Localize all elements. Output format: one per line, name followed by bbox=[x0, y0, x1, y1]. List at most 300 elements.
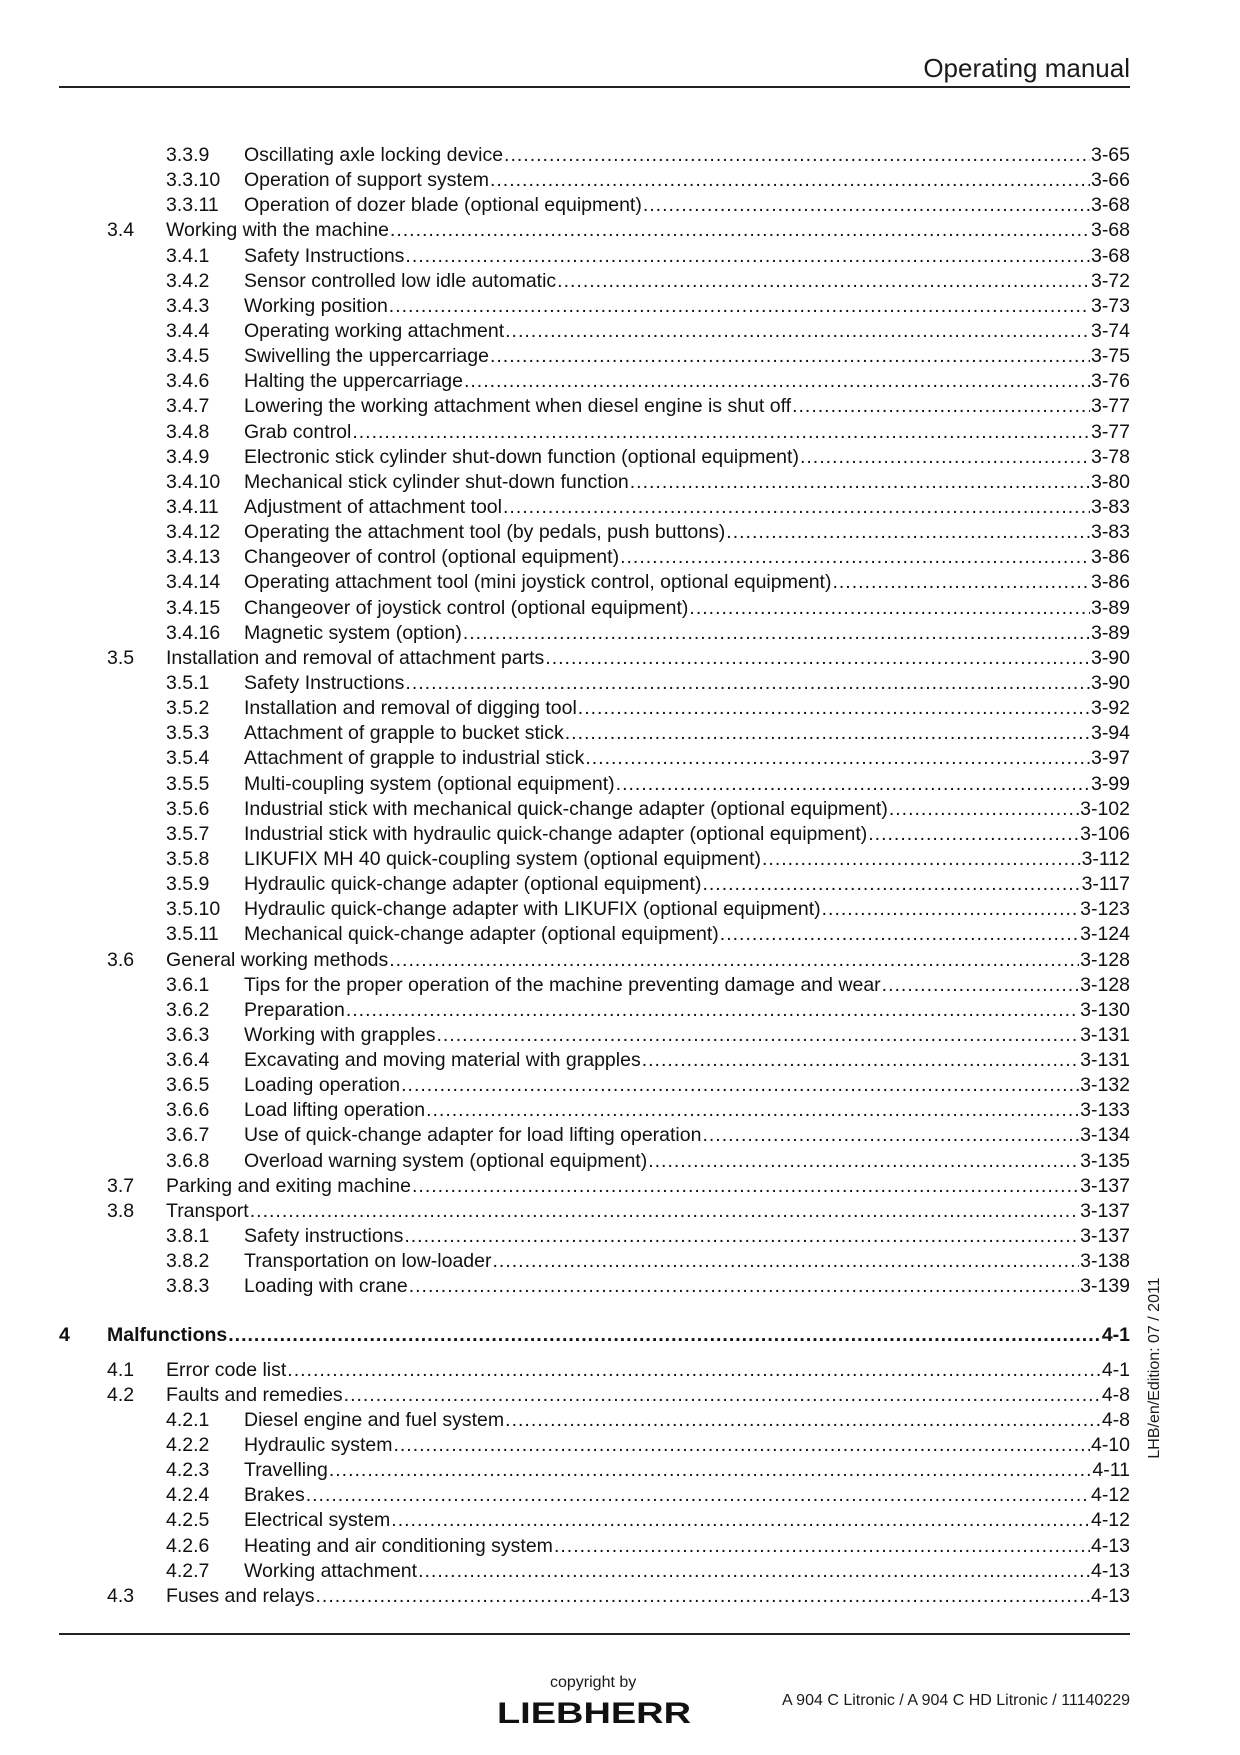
toc-entry-title: General working methods bbox=[166, 948, 389, 971]
toc-entry[interactable] bbox=[59, 772, 1130, 797]
toc-dot-leader bbox=[389, 948, 1079, 973]
toc-dot-leader bbox=[287, 1358, 1101, 1383]
toc-entry-page: 3-128 bbox=[1080, 948, 1130, 971]
toc-entry[interactable] bbox=[59, 1483, 1130, 1508]
toc-entry-title: Loading operation bbox=[244, 1074, 401, 1097]
toc-entry[interactable] bbox=[59, 1023, 1130, 1048]
toc-entry-number: 3.5 bbox=[107, 646, 135, 669]
toc-entry-title: Preparation bbox=[244, 998, 345, 1021]
toc-entry-line bbox=[166, 948, 1130, 973]
toc-entry-page: 4-13 bbox=[1090, 1559, 1130, 1582]
toc-entry-title: Hydraulic quick-change adapter with LIKUFIX (optional equipment) bbox=[244, 898, 821, 921]
toc-entry-page: 3-83 bbox=[1090, 521, 1130, 544]
toc-entry-title: Working with grapples bbox=[244, 1023, 436, 1046]
toc-dot-leader bbox=[702, 872, 1080, 897]
toc-entry[interactable] bbox=[59, 193, 1130, 218]
toc-entry-number: 3.3.9 bbox=[166, 144, 210, 166]
toc-dot-leader bbox=[689, 596, 1090, 621]
toc-entry-line bbox=[244, 1483, 1130, 1508]
toc-dot-leader bbox=[630, 470, 1090, 495]
toc-entry-number: 4.1 bbox=[107, 1358, 135, 1381]
toc-entry[interactable] bbox=[59, 520, 1130, 545]
toc-entry-title: Operating attachment tool (mini joystick control, optional equipment) bbox=[244, 571, 832, 594]
toc-dot-leader bbox=[405, 244, 1090, 269]
toc-entry-number: 3.5.7 bbox=[166, 822, 210, 845]
toc-entry-page: 3-86 bbox=[1090, 546, 1130, 569]
toc-entry[interactable] bbox=[59, 1098, 1130, 1123]
toc-entry-line bbox=[244, 168, 1130, 193]
toc-entry-page: 3-135 bbox=[1080, 1149, 1130, 1172]
toc-dot-leader bbox=[505, 1408, 1101, 1433]
toc-entry[interactable] bbox=[59, 1358, 1130, 1383]
toc-entry[interactable] bbox=[59, 319, 1130, 344]
toc-entry-title: Loading with crane bbox=[244, 1275, 408, 1298]
toc-entry[interactable] bbox=[59, 998, 1130, 1023]
toc-entry[interactable] bbox=[59, 168, 1130, 193]
toc-entry[interactable] bbox=[59, 1508, 1130, 1533]
toc-entry-number: 3.4.7 bbox=[166, 395, 210, 418]
toc-dot-leader bbox=[464, 369, 1090, 394]
toc-entry-number: 4.2.2 bbox=[166, 1434, 210, 1457]
toc-entry-page: 3-139 bbox=[1080, 1275, 1130, 1298]
toc-entry-line bbox=[244, 445, 1130, 470]
toc-entry-title: Adjustment of attachment tool bbox=[244, 495, 502, 518]
toc-dot-leader bbox=[426, 1098, 1079, 1123]
toc-entry-title: Error code list bbox=[166, 1358, 287, 1381]
toc-entry[interactable] bbox=[59, 646, 1130, 671]
toc-dot-leader bbox=[401, 1073, 1079, 1098]
toc-entry-title: Industrial stick with mechanical quick-change adapter (optional equipment) bbox=[244, 797, 888, 820]
toc-entry-page: 3-76 bbox=[1090, 370, 1130, 393]
toc-entry-line bbox=[244, 1458, 1130, 1483]
toc-entry[interactable] bbox=[59, 1249, 1130, 1274]
toc-entry-title: Use of quick-change adapter for load lifting operation bbox=[244, 1124, 702, 1147]
toc-entry-title: Mechanical quick-change adapter (optional equipment) bbox=[244, 923, 719, 946]
toc-entry[interactable] bbox=[59, 973, 1130, 998]
toc-entry-title: Load lifting operation bbox=[244, 1099, 426, 1122]
toc-entry[interactable] bbox=[59, 1199, 1130, 1224]
toc-dot-leader bbox=[404, 1224, 1079, 1249]
toc-dot-leader bbox=[702, 1123, 1079, 1148]
toc-dot-leader bbox=[726, 520, 1090, 545]
toc-entry-number: 3.6.5 bbox=[166, 1074, 210, 1097]
toc-entry-page: 3-77 bbox=[1090, 395, 1130, 418]
toc-entry-number: 3.5.1 bbox=[166, 671, 210, 694]
toc-entry[interactable] bbox=[59, 143, 1130, 168]
toc-entry-page: 4-13 bbox=[1090, 1584, 1130, 1607]
toc-entry[interactable] bbox=[59, 445, 1130, 470]
toc-dot-leader bbox=[889, 797, 1079, 822]
toc-entry-page: 3-131 bbox=[1080, 1049, 1130, 1072]
toc-entry-line bbox=[244, 621, 1130, 646]
toc-dot-leader bbox=[585, 746, 1090, 771]
toc-dot-leader bbox=[490, 344, 1090, 369]
toc-entry-page: 4-1 bbox=[1101, 1358, 1130, 1381]
toc-entry-title: Electrical system bbox=[244, 1509, 391, 1532]
document-id: A 904 C Litronic / A 904 C HD Litronic / 11140229 bbox=[781, 1692, 1130, 1709]
toc-entry-page: 3-68 bbox=[1090, 194, 1130, 217]
toc-entry-title: Overload warning system (optional equipment) bbox=[244, 1149, 648, 1172]
toc-dot-leader bbox=[642, 1048, 1079, 1073]
toc-entry[interactable] bbox=[59, 269, 1130, 294]
toc-entry-title: Operating the attachment tool (by pedals, push buttons) bbox=[244, 521, 726, 544]
toc-entry-number: 3.6.3 bbox=[166, 1023, 210, 1046]
toc-dot-leader bbox=[620, 545, 1090, 570]
toc-dot-leader bbox=[344, 1383, 1101, 1408]
toc-entry-page: 4-8 bbox=[1101, 1383, 1130, 1406]
toc-entry-title: Safety Instructions bbox=[244, 671, 405, 694]
toc-entry-number: 3.3.10 bbox=[166, 169, 221, 192]
toc-entry-number: 3.4.5 bbox=[166, 345, 210, 368]
toc-entry-line bbox=[244, 1433, 1130, 1458]
toc-dot-leader bbox=[352, 420, 1090, 445]
toc-entry-page: 3-68 bbox=[1090, 219, 1130, 242]
toc-entry-line bbox=[244, 922, 1130, 947]
toc-entry-title: Transport bbox=[166, 1199, 249, 1222]
toc-entry-title: Swivelling the uppercarriage bbox=[244, 345, 489, 368]
toc-entry[interactable] bbox=[59, 545, 1130, 570]
toc-entry[interactable] bbox=[59, 671, 1130, 696]
toc-entry-number: 3.5.4 bbox=[166, 747, 210, 770]
toc-entry[interactable] bbox=[59, 344, 1130, 369]
toc-entry-line bbox=[244, 319, 1130, 344]
toc-entry-title: Fuses and relays bbox=[166, 1584, 315, 1607]
toc-dot-leader bbox=[463, 621, 1090, 646]
toc-entry-number: 3.4.6 bbox=[166, 370, 210, 393]
toc-entry-page: 3-86 bbox=[1090, 571, 1130, 594]
toc-entry-number: 4 bbox=[59, 1324, 70, 1347]
toc-entry-page: 3-65 bbox=[1090, 144, 1130, 166]
toc-entry-page: 3-130 bbox=[1080, 998, 1130, 1021]
toc-entry[interactable] bbox=[59, 897, 1130, 922]
toc-entry-title: Faults and remedies bbox=[166, 1383, 343, 1406]
page-title: Operating manual bbox=[923, 53, 1130, 83]
toc-entry[interactable] bbox=[59, 1174, 1130, 1199]
toc-entry-line bbox=[244, 470, 1130, 495]
toc-entry-title: Hydraulic system bbox=[244, 1434, 393, 1457]
toc-entry-line bbox=[244, 1224, 1130, 1249]
toc-entry-number: 3.6.4 bbox=[166, 1049, 210, 1072]
toc-entry-line bbox=[244, 797, 1130, 822]
toc-entry-title: Transportation on low-loader bbox=[244, 1250, 492, 1273]
header-divider bbox=[59, 86, 1130, 88]
toc-dot-leader bbox=[316, 1584, 1090, 1609]
toc-entry[interactable] bbox=[59, 847, 1130, 872]
toc-entry-title: Magnetic system (option) bbox=[244, 621, 462, 644]
toc-dot-leader bbox=[346, 998, 1079, 1023]
toc-entry-line bbox=[244, 294, 1130, 319]
toc-dot-leader bbox=[329, 1458, 1092, 1483]
toc-entry-title: Working with the machine bbox=[166, 219, 389, 242]
toc-entry-page: 3-74 bbox=[1090, 319, 1130, 342]
toc-entry-page: 3-112 bbox=[1081, 847, 1130, 870]
toc-entry-page: 3-80 bbox=[1090, 470, 1130, 493]
toc-entry-number: 3.5.3 bbox=[166, 722, 210, 745]
toc-entry-number: 3.7 bbox=[107, 1174, 135, 1197]
toc-entry[interactable] bbox=[59, 1383, 1130, 1408]
toc-entry-title: Halting the uppercarriage bbox=[244, 370, 463, 393]
toc-dot-leader bbox=[545, 646, 1090, 671]
toc-entry-title: Multi-coupling system (optional equipment) bbox=[244, 772, 615, 795]
toc-entry-number: 3.4.9 bbox=[166, 445, 210, 468]
toc-entry[interactable] bbox=[59, 1123, 1130, 1148]
toc-entry-page: 3-97 bbox=[1090, 747, 1130, 770]
toc-entry-page: 3-128 bbox=[1080, 973, 1130, 996]
toc-entry-title: Installation and removal of digging tool bbox=[244, 697, 577, 720]
toc-entry[interactable] bbox=[59, 948, 1130, 973]
table-of-contents bbox=[59, 143, 1130, 1609]
toc-entry[interactable] bbox=[59, 570, 1130, 595]
toc-dot-leader bbox=[390, 218, 1090, 243]
toc-entry-title: Brakes bbox=[244, 1484, 305, 1507]
toc-entry-number: 3.4.16 bbox=[166, 621, 221, 644]
copyright-label: copyright by bbox=[550, 1674, 637, 1691]
toc-entry[interactable] bbox=[59, 470, 1130, 495]
toc-entry-number: 3.4.8 bbox=[166, 420, 210, 443]
toc-entry-line bbox=[244, 897, 1130, 922]
toc-dot-leader bbox=[412, 1174, 1079, 1199]
toc-entry-title: LIKUFIX MH 40 quick-coupling system (optional equipment) bbox=[244, 847, 761, 870]
toc-entry-line bbox=[244, 1098, 1130, 1123]
toc-entry-page: 3-102 bbox=[1080, 797, 1130, 820]
toc-entry-title: Industrial stick with hydraulic quick-change adapter (optional equipment) bbox=[244, 822, 868, 845]
toc-entry-line bbox=[244, 721, 1130, 746]
toc-entry-title: Lowering the working attachment when diesel engine is shut off bbox=[244, 395, 792, 418]
toc-entry[interactable] bbox=[59, 596, 1130, 621]
toc-entry-page: 3-133 bbox=[1080, 1099, 1130, 1122]
toc-entry[interactable] bbox=[59, 822, 1130, 847]
toc-entry-number: 3.6 bbox=[107, 948, 135, 971]
toc-entry[interactable] bbox=[59, 394, 1130, 419]
toc-entry-page: 3-94 bbox=[1090, 722, 1130, 745]
toc-entry-line bbox=[244, 570, 1130, 595]
toc-entry-line bbox=[244, 973, 1130, 998]
toc-entry-title: Changeover of joystick control (optional equipment) bbox=[244, 596, 689, 619]
toc-entry-title: Operation of support system bbox=[244, 169, 489, 192]
toc-entry-page: 3-92 bbox=[1090, 697, 1130, 720]
toc-dot-leader bbox=[490, 168, 1090, 193]
toc-entry-line bbox=[166, 1174, 1130, 1199]
toc-entry-page: 3-117 bbox=[1081, 873, 1130, 896]
toc-entry-title: Working position bbox=[244, 294, 388, 317]
toc-entry[interactable] bbox=[59, 495, 1130, 520]
toc-entry-line bbox=[244, 872, 1130, 897]
edition-note: LHB/en/Edition: 07 / 2011 bbox=[1146, 1277, 1163, 1459]
toc-dot-leader bbox=[503, 495, 1090, 520]
toc-entry[interactable] bbox=[59, 746, 1130, 771]
liebherr-logo-text: LIEBHERR bbox=[497, 1697, 692, 1727]
toc-entry[interactable] bbox=[59, 1433, 1130, 1458]
toc-entry-title: Hydraulic quick-change adapter (optional equipment) bbox=[244, 873, 702, 896]
toc-entry-number: 3.8.1 bbox=[166, 1225, 210, 1248]
toc-entry-line bbox=[244, 1559, 1130, 1584]
toc-entry[interactable] bbox=[59, 872, 1130, 897]
toc-entry-title: Working attachment bbox=[244, 1559, 418, 1582]
liebherr-logo bbox=[495, 1697, 695, 1732]
toc-entry-line bbox=[244, 193, 1130, 218]
toc-dot-leader bbox=[648, 1149, 1079, 1174]
toc-entry-line bbox=[244, 394, 1130, 419]
toc-entry-line bbox=[244, 1249, 1130, 1274]
toc-entry[interactable] bbox=[59, 1408, 1130, 1433]
toc-entry-page: 3-75 bbox=[1090, 345, 1130, 368]
toc-entry-page: 3-124 bbox=[1080, 923, 1130, 946]
toc-entry-line bbox=[244, 1508, 1130, 1533]
toc-dot-leader bbox=[418, 1559, 1090, 1584]
toc-entry-line bbox=[244, 847, 1130, 872]
toc-entry-page: 4-10 bbox=[1090, 1434, 1130, 1457]
toc-entry-number: 3.6.8 bbox=[166, 1149, 210, 1172]
toc-entry-page: 3-99 bbox=[1090, 772, 1130, 795]
toc-entry-title: Mechanical stick cylinder shut-down function bbox=[244, 470, 629, 493]
toc-entry-number: 3.6.7 bbox=[166, 1124, 210, 1147]
toc-entry-number: 4.2.5 bbox=[166, 1509, 210, 1532]
toc-entry-line bbox=[166, 1383, 1130, 1408]
toc-entry-page: 4-11 bbox=[1092, 1459, 1130, 1482]
toc-dot-leader bbox=[616, 772, 1090, 797]
toc-entry[interactable] bbox=[59, 1224, 1130, 1249]
toc-entry-title: Tips for the proper operation of the machine preventing damage and wear bbox=[244, 973, 881, 996]
toc-entry-line bbox=[244, 344, 1130, 369]
toc-dot-leader bbox=[882, 973, 1079, 998]
toc-entry-title: Electronic stick cylinder shut-down function (optional equipment) bbox=[244, 445, 799, 468]
toc-entry-line bbox=[244, 772, 1130, 797]
toc-entry[interactable] bbox=[59, 218, 1130, 243]
toc-entry-page: 3-138 bbox=[1080, 1250, 1130, 1273]
toc-entry[interactable] bbox=[59, 1458, 1130, 1483]
toc-entry-title: Operating working attachment bbox=[244, 319, 505, 342]
toc-entry-line bbox=[244, 1048, 1130, 1073]
toc-entry[interactable] bbox=[59, 1323, 1130, 1348]
toc-entry-number: 3.5.5 bbox=[166, 772, 210, 795]
toc-entry-number: 3.4 bbox=[107, 219, 135, 242]
toc-entry-number: 3.4.13 bbox=[166, 546, 221, 569]
toc-entry-number: 4.2.4 bbox=[166, 1484, 210, 1507]
toc-entry-number: 3.6.1 bbox=[166, 973, 210, 996]
toc-dot-leader bbox=[436, 1023, 1079, 1048]
toc-entry-line bbox=[244, 1023, 1130, 1048]
toc-dot-leader bbox=[493, 1249, 1080, 1274]
toc-dot-leader bbox=[409, 1274, 1079, 1299]
toc-entry[interactable] bbox=[59, 1274, 1130, 1299]
toc-entry-page: 4-8 bbox=[1101, 1408, 1130, 1431]
toc-entry[interactable] bbox=[59, 420, 1130, 445]
toc-entry-number: 3.5.8 bbox=[166, 847, 210, 870]
toc-entry[interactable] bbox=[59, 1559, 1130, 1584]
toc-entry-line bbox=[244, 520, 1130, 545]
toc-entry-title: Heating and air conditioning system bbox=[244, 1534, 553, 1557]
toc-entry-number: 3.4.1 bbox=[166, 244, 210, 267]
toc-dot-leader bbox=[720, 922, 1079, 947]
toc-entry[interactable] bbox=[59, 721, 1130, 746]
toc-entry-number: 4.3 bbox=[107, 1584, 135, 1607]
toc-dot-leader bbox=[393, 1433, 1090, 1458]
toc-entry-page: 3-66 bbox=[1090, 169, 1130, 192]
toc-entry[interactable] bbox=[59, 621, 1130, 646]
toc-entry[interactable] bbox=[59, 244, 1130, 269]
toc-entry-line bbox=[244, 596, 1130, 621]
toc-entry-page: 3-137 bbox=[1080, 1174, 1130, 1197]
toc-entry-line bbox=[244, 369, 1130, 394]
toc-entry-number: 4.2.1 bbox=[166, 1408, 210, 1431]
toc-entry-line bbox=[244, 671, 1130, 696]
toc-entry-title: Safety instructions bbox=[244, 1225, 404, 1248]
toc-entry-line bbox=[244, 1123, 1130, 1148]
toc-entry[interactable] bbox=[59, 797, 1130, 822]
toc-entry-line bbox=[166, 646, 1130, 671]
toc-entry-line bbox=[244, 495, 1130, 520]
toc-dot-leader bbox=[554, 1534, 1090, 1559]
toc-entry-page: 3-77 bbox=[1090, 420, 1130, 443]
toc-entry-line bbox=[244, 143, 1130, 168]
toc-entry-page: 3-72 bbox=[1090, 269, 1130, 292]
toc-entry[interactable] bbox=[59, 369, 1130, 394]
toc-dot-leader bbox=[565, 721, 1090, 746]
toc-dot-leader bbox=[389, 294, 1090, 319]
toc-entry-number: 4.2.6 bbox=[166, 1534, 210, 1557]
toc-entry[interactable] bbox=[59, 1073, 1130, 1098]
toc-entry-page: 3-90 bbox=[1090, 671, 1130, 694]
toc-dot-leader bbox=[250, 1199, 1079, 1224]
toc-entry-title: Diesel engine and fuel system bbox=[244, 1408, 505, 1431]
toc-entry-line bbox=[166, 1199, 1130, 1224]
toc-entry[interactable] bbox=[59, 922, 1130, 947]
toc-entry-number: 3.4.10 bbox=[166, 470, 221, 493]
toc-entry[interactable] bbox=[59, 294, 1130, 319]
toc-entry-number: 3.4.3 bbox=[166, 294, 210, 317]
liebherr-logo-graphic bbox=[495, 1697, 695, 1727]
toc-entry-page: 4-1 bbox=[1101, 1324, 1130, 1347]
toc-entry[interactable] bbox=[59, 696, 1130, 721]
toc-dot-leader bbox=[505, 319, 1090, 344]
toc-entry-line bbox=[244, 696, 1130, 721]
toc-entry-number: 3.3.11 bbox=[166, 194, 219, 217]
toc-entry-number: 4.2.3 bbox=[166, 1459, 210, 1482]
toc-entry-line bbox=[244, 420, 1130, 445]
toc-dot-leader bbox=[578, 696, 1090, 721]
toc-entry[interactable] bbox=[59, 1048, 1130, 1073]
toc-entry-line bbox=[166, 1358, 1130, 1383]
toc-entry[interactable] bbox=[59, 1534, 1130, 1559]
toc-entry-number: 3.5.10 bbox=[166, 898, 221, 921]
toc-entry-line bbox=[244, 1534, 1130, 1559]
toc-entry-line bbox=[244, 244, 1130, 269]
toc-entry-title: Malfunctions bbox=[107, 1324, 228, 1347]
toc-entry-page: 3-83 bbox=[1090, 495, 1130, 518]
toc-entry[interactable] bbox=[59, 1584, 1130, 1609]
toc-entry-number: 3.4.2 bbox=[166, 269, 210, 292]
toc-entry-title: Changeover of control (optional equipment) bbox=[244, 546, 620, 569]
toc-entry-page: 3-131 bbox=[1080, 1023, 1130, 1046]
toc-entry-line bbox=[244, 822, 1130, 847]
toc-entry-page: 3-137 bbox=[1080, 1225, 1130, 1248]
footer-divider bbox=[59, 1633, 1130, 1635]
toc-entry-title: Excavating and moving material with grapples bbox=[244, 1049, 641, 1072]
toc-entry[interactable] bbox=[59, 1149, 1130, 1174]
toc-entry-line bbox=[244, 545, 1130, 570]
toc-entry-number: 3.5.9 bbox=[166, 873, 210, 896]
toc-dot-leader bbox=[391, 1508, 1090, 1533]
toc-entry-page: 3-68 bbox=[1090, 244, 1130, 267]
toc-dot-leader bbox=[643, 193, 1090, 218]
toc-entry-line bbox=[244, 1274, 1130, 1299]
toc-entry-title: Parking and exiting machine bbox=[166, 1174, 411, 1197]
toc-dot-leader bbox=[405, 671, 1090, 696]
toc-entry-page: 3-89 bbox=[1090, 621, 1130, 644]
toc-entry-title: Attachment of grapple to bucket stick bbox=[244, 722, 564, 745]
toc-entry-number: 4.2.7 bbox=[166, 1559, 210, 1582]
toc-entry-title: Sensor controlled low idle automatic bbox=[244, 269, 557, 292]
